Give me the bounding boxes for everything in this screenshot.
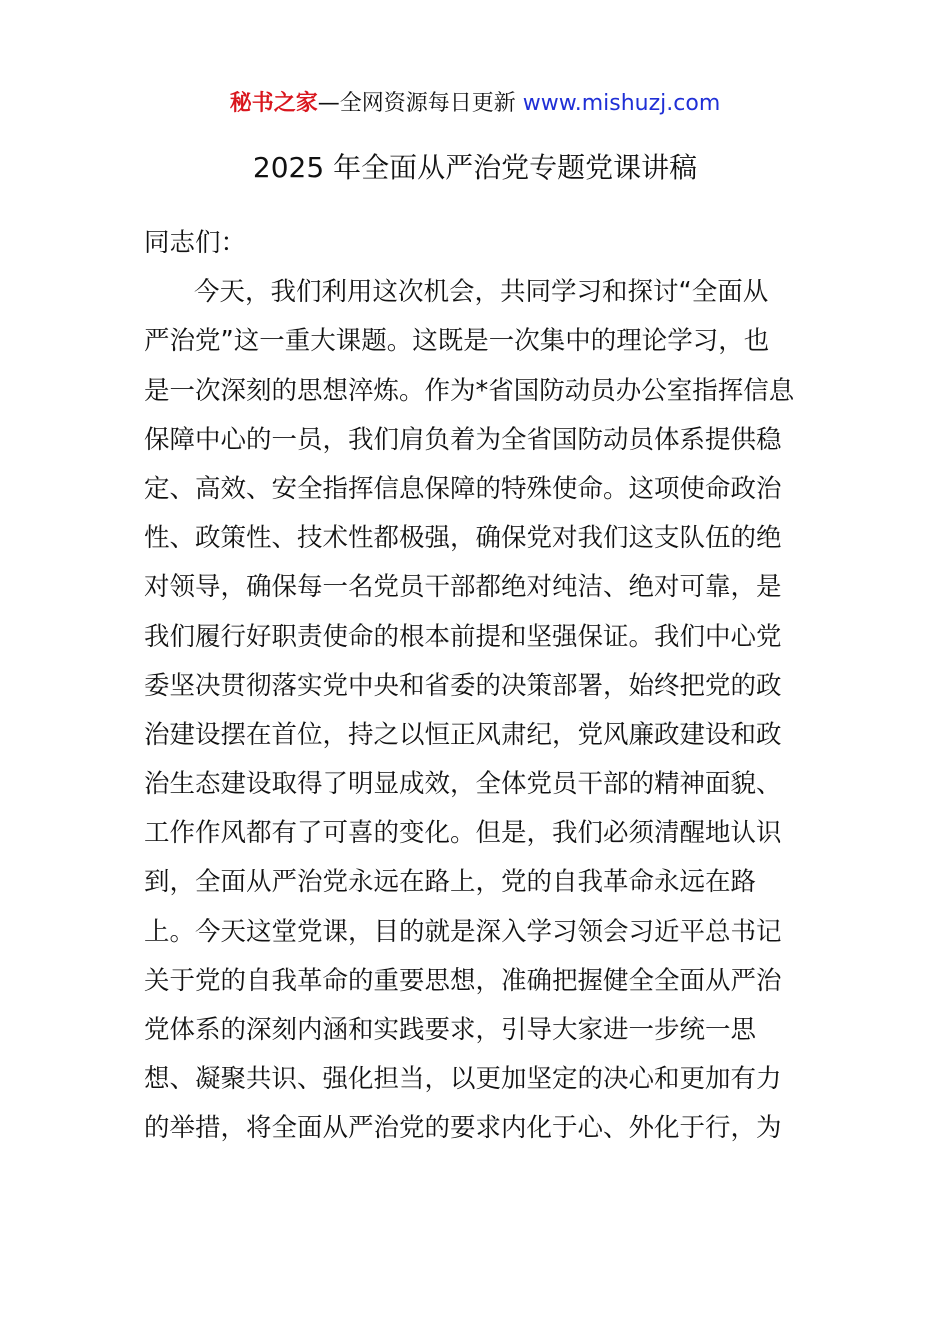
document-body	[144, 226, 808, 1161]
body-line: 定、高效、安全指挥信息保障的特殊使命。这项使命政治	[144, 473, 782, 504]
body-line: 性、政策性、技术性都极强，确保党对我们这支队伍的绝	[144, 523, 782, 554]
body-line: 治生态建设取得了明显成效，全体党员干部的精神面貌、	[144, 769, 782, 800]
body-line: 上。今天这堂党课，目的就是深入学习领会习近平总书记	[144, 916, 782, 947]
body-line: 党体系的深刻内涵和实践要求，引导大家进一步统一思	[144, 1015, 757, 1045]
document-title: 2025 年全面从严治党专题党课讲稿	[252, 151, 698, 184]
body-line: 关于党的自我革命的重要思想，准确把握健全全面从严治	[144, 965, 782, 996]
body-line: 治建设摆在首位，持之以恒正风肃纪，党风廉政建设和政	[144, 719, 782, 750]
body-line: 想、凝聚共识、强化担当，以更加坚定的决心和更加有力	[144, 1064, 782, 1095]
body-line: 保障中心的一员，我们肩负着为全省国防动员体系提供稳	[144, 424, 782, 455]
greeting: 同志们：	[144, 228, 247, 258]
body-line: 今天，我们利用这次机会，共同学习和探讨“全面从	[194, 277, 769, 308]
body-line: 工作作风都有了可喜的变化。但是，我们必须清醒地认识	[144, 818, 782, 849]
site-url[interactable]: www.mishuzj.com	[522, 91, 721, 116]
body-line: 严治党”这一重大课题。这既是一次集中的理论学习，也	[144, 326, 770, 357]
brand-name: 秘书之家	[229, 91, 318, 116]
body-line: 是一次深刻的思想淬炼。作为*省国防动员办公室指挥信息	[144, 375, 795, 406]
body-line: 的举措，将全面从严治党的要求内化于心、外化于行，为	[144, 1113, 782, 1144]
site-header	[0, 88, 950, 120]
body-line: 我们履行好职责使命的根本前提和坚强保证。我们中心党	[144, 621, 782, 652]
body-line: 到，全面从严治党永远在路上，党的自我革命永远在路	[144, 867, 757, 898]
body-line: 委坚决贯彻落实党中央和省委的决策部署，始终把党的政	[144, 670, 782, 701]
body-line: 对领导，确保每一名党员干部都绝对纯洁、绝对可靠，是	[144, 572, 782, 603]
header-tagline: —全网资源每日更新	[317, 91, 523, 116]
